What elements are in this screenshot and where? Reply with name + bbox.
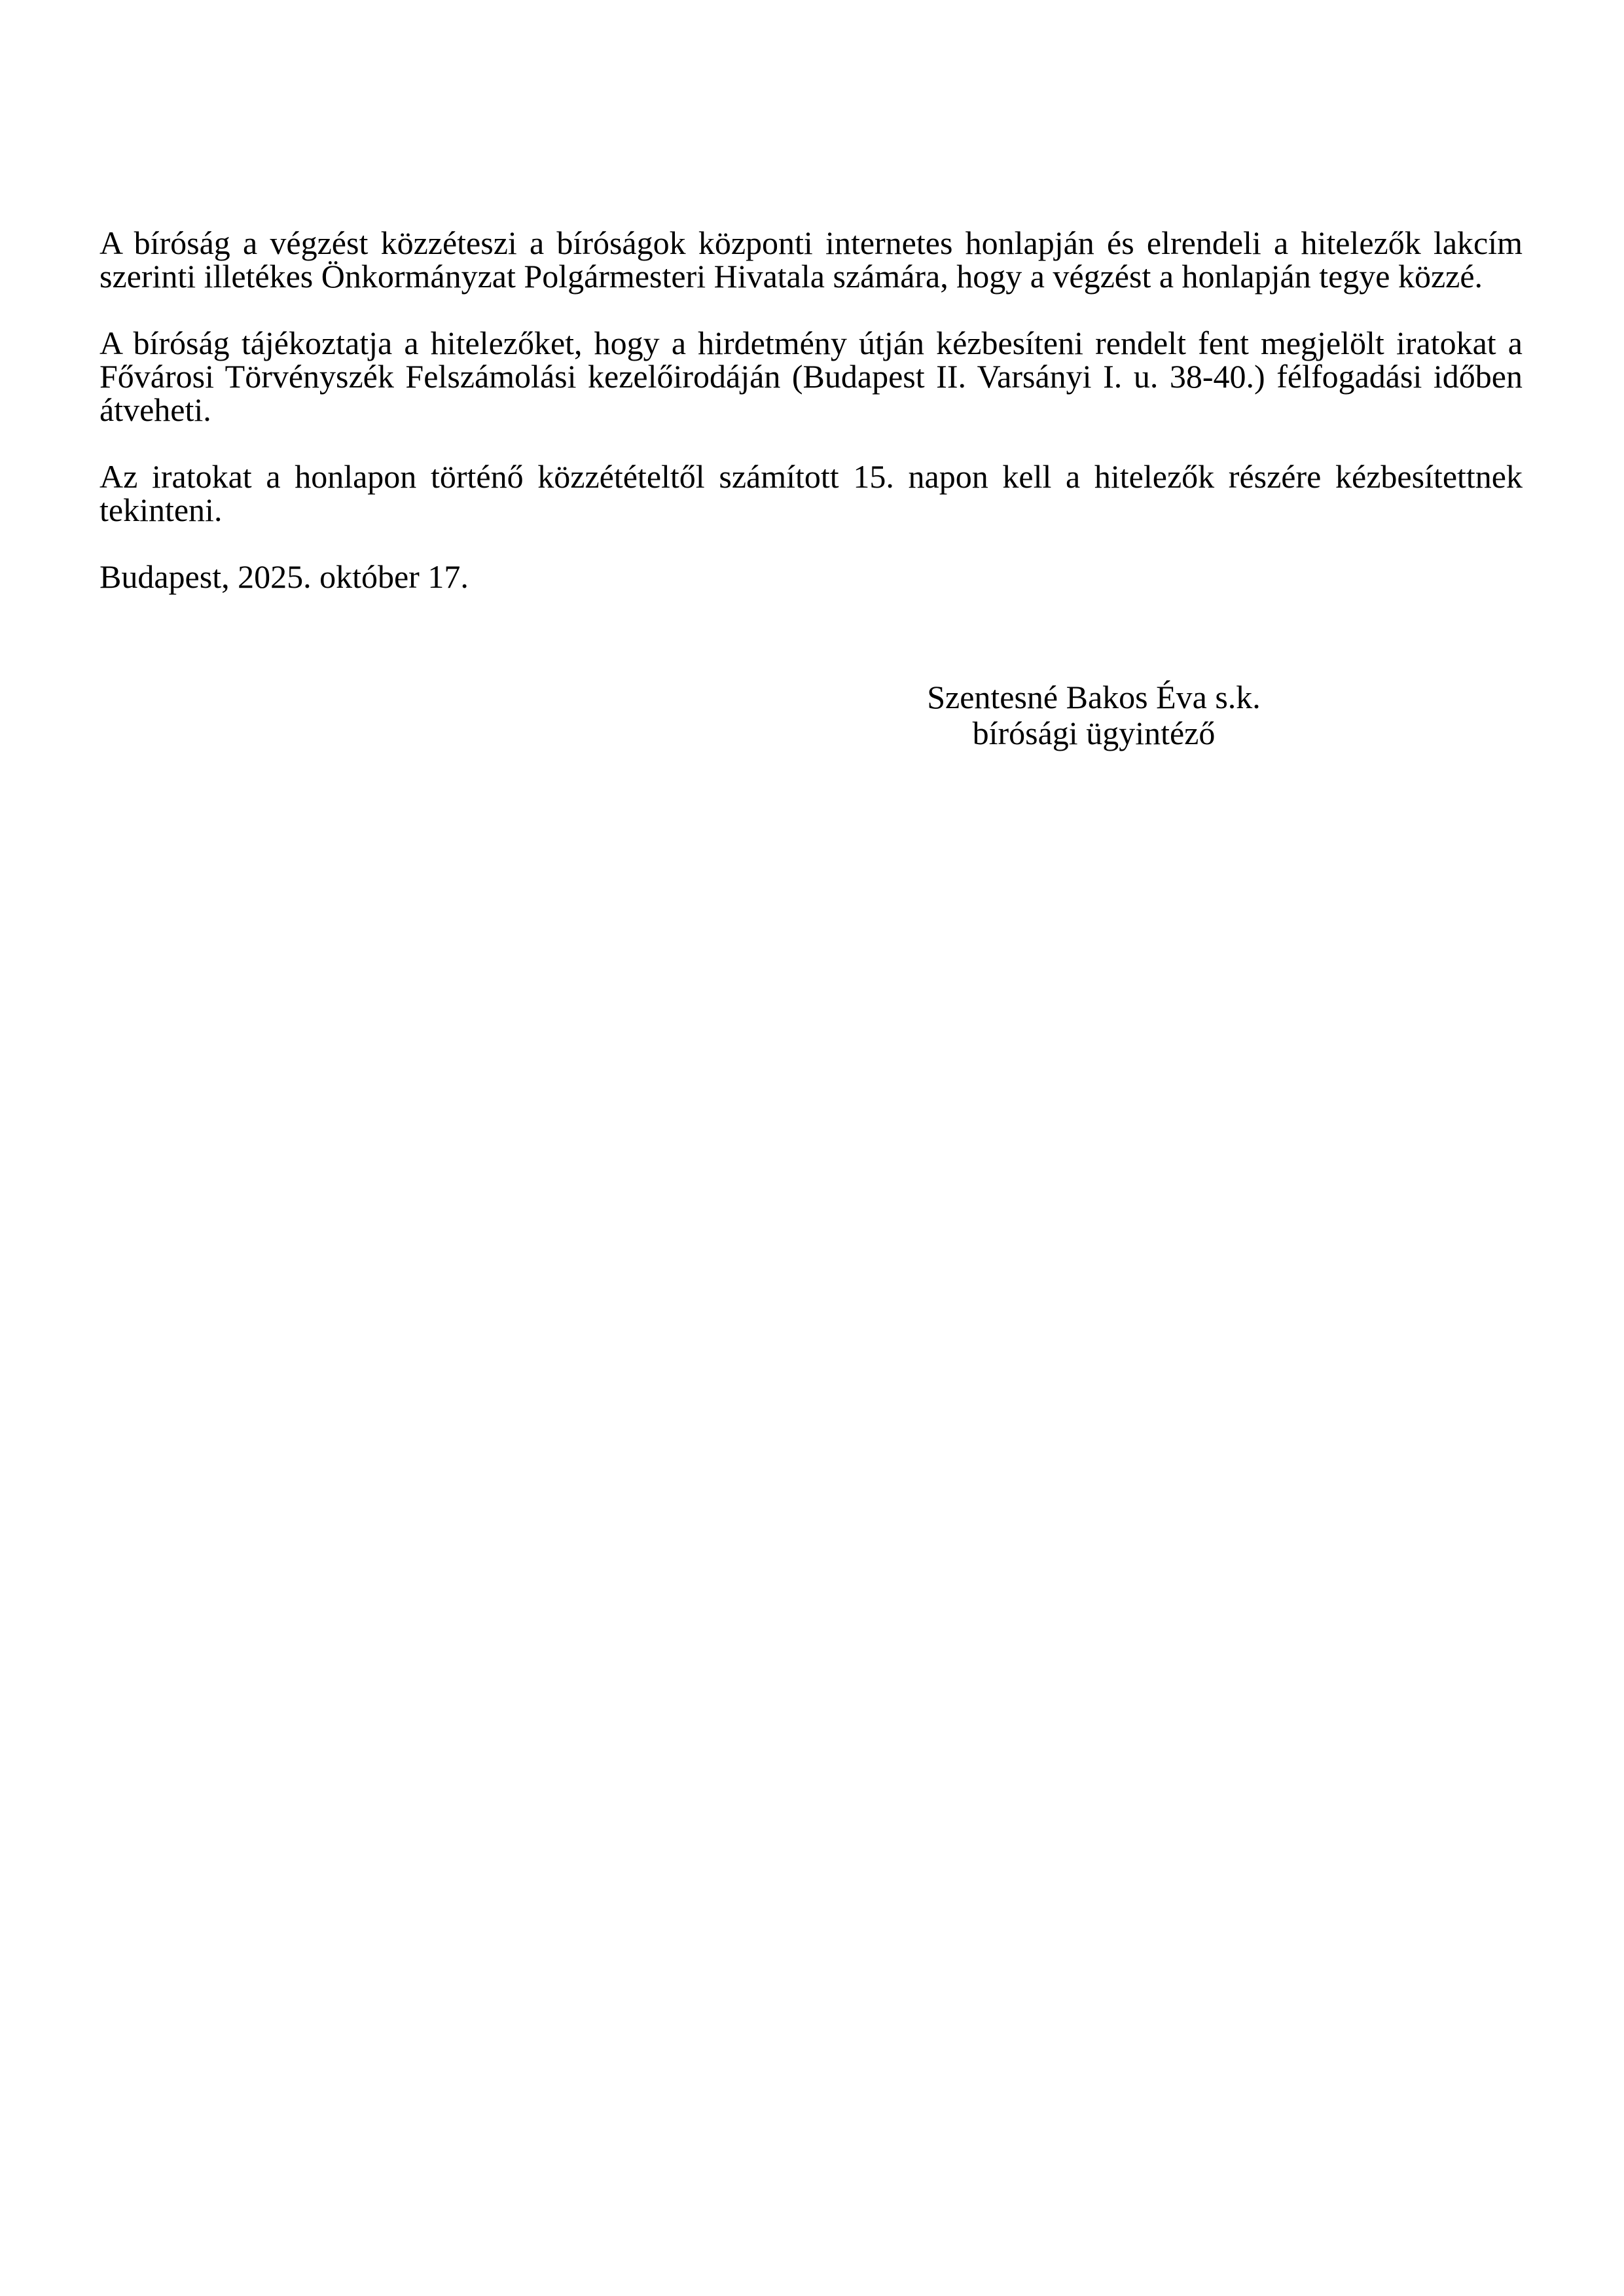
paragraph-publication (99, 226, 1523, 293)
document-line: Az iratokat a honlapon történő közzétételtől számított 15. napon kell a hitelezők részére kézbesítettnek (99, 458, 1523, 495)
document-line: szerinti illetékes Önkormányzat Polgármesteri Hivatala számára, hogy a végzést a honlapján tegye közzé. (99, 258, 1483, 295)
document-line: átveheti. (99, 391, 211, 428)
signature-block (927, 679, 1261, 751)
document-line: A bíróság tájékoztatja a hitelezőket, hogy a hirdetmény útján kézbesíteni rendelt fent megjelölt iratokat a (99, 325, 1523, 361)
document-body-text (99, 226, 1523, 594)
signature-title: bírósági ügyintéző (972, 715, 1216, 751)
document-line: tekinteni. (99, 492, 223, 528)
date-line: Budapest, 2025. október 17. (99, 558, 469, 595)
document-line: A bíróság a végzést közzéteszi a bíróságok központi internetes honlapján és elrendeli a hitelezők lakcím (99, 224, 1523, 261)
signature-name: Szentesné Bakos Éva s.k. (927, 679, 1261, 715)
paragraph-deemed-delivery (99, 460, 1523, 527)
document-line: Fővárosi Törvényszék Felszámolási kezelőirodáján (Budapest II. Varsányi I. u. 38-40.) félfogadási időben (99, 358, 1523, 395)
paragraph-pickup-info (99, 327, 1523, 427)
